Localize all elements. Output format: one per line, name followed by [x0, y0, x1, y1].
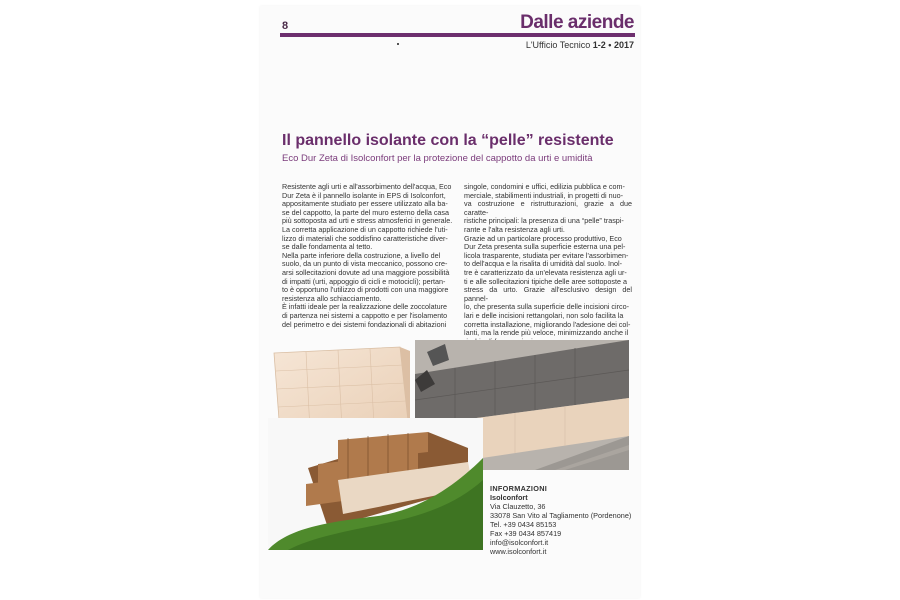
text-line: È infatti ideale per la realizzazione delle zoccolature [282, 302, 448, 312]
text-line: se dalle fondamenta al tetto. [282, 242, 373, 252]
article-title: Il pannello isolante con la “pelle” resistente [282, 132, 614, 149]
text-line: rante e l'alta resistenza agli urti. [464, 224, 565, 234]
issue-separator: • [608, 40, 612, 50]
text-line: corretta installazione, migliorando l'adesione dei col- [464, 319, 631, 329]
info-heading: INFORMAZIONI [490, 484, 548, 493]
text-line: suolo, da un punto di vista meccanico, possono cre- [282, 259, 448, 269]
article-subtitle: Eco Dur Zeta di Isolconfort per la protezione del cappotto da urti e umidità [282, 153, 593, 164]
text-line: merciale, stabilimenti industriali, in progetti di nuo- [464, 190, 623, 200]
info-email[interactable]: info@isolconfort.it [490, 538, 549, 547]
text-line: lo, che presenta sulla superficie delle incisioni circo- [464, 302, 629, 312]
info-web[interactable]: www.isolconfort.it [490, 547, 547, 556]
text-line: ristiche principali: la presenza di una “pelle” traspi- [464, 216, 624, 226]
text-line: di partenza nei sistemi a cappotto e per l'isolamento [282, 310, 448, 320]
text-line: singole, condomini e uffici, edilizia pubblica e com- [464, 182, 625, 191]
text-line: appositamente studiato per essere utilizzato alla ba- [282, 199, 448, 209]
text-line: di impatti (urti, appoggio di cicli e motocicli); pertan- [282, 276, 446, 286]
text-line: lizzo di materiali che soddisfino caratteristiche diver- [282, 233, 448, 243]
info-company: Isolconfort [490, 493, 528, 502]
section-title: Dalle aziende [520, 12, 634, 33]
page-number: 8 [282, 20, 289, 32]
info-fax: Fax +39 0434 857419 [490, 529, 562, 538]
text-line: più sottoposta ad urti e stress atmosferici in generale. [282, 216, 453, 226]
text-line: stress da urto. Grazie all'esclusivo design del pannel- [464, 285, 632, 303]
info-address: Via Clauzetto, 36 [490, 502, 546, 511]
text-line: arsi sollecitazioni dovute ad una maggiore possibilità [282, 267, 450, 277]
text-line: Nella parte inferiore della costruzione, a livello del [282, 250, 441, 260]
text-line: se del cappotto, la parte del muro esterno della casa [282, 207, 450, 217]
text-line: licola trasparente, studiata per evitare l'assorbimen- [464, 250, 629, 260]
speck [397, 43, 399, 45]
text-line: Grazie ad un particolare processo produttivo, Eco [464, 233, 622, 243]
info-city: 33078 San Vito al Tagliamento (Pordenone) [490, 511, 632, 520]
text-line: La corretta applicazione di un cappotto richiede l'uti- [282, 224, 448, 234]
text-line: Dur Zeta presenta sulla superficie esterna una pel- [464, 242, 626, 252]
text-line: to dell'acqua e la risalita di umidità dal suolo. Inol- [464, 259, 622, 269]
text-line: del perimetro e dei sistemi fondazionali di abitazioni [282, 319, 447, 329]
issue-prefix: L'Ufficio Tecnico [525, 40, 591, 50]
text-line: resistenza allo schiacciamento. [282, 293, 382, 303]
info-tel: Tel. +39 0434 85153 [490, 520, 557, 529]
issue-number: 1-2 [592, 40, 606, 50]
text-line: tre è caratterizzato da un'elevata resistenza agli ur- [464, 267, 627, 277]
header-rule [280, 33, 635, 37]
text-line: lari e delle incisioni rettangolari, non solo facilita la [464, 310, 624, 320]
text-line: va costruzione e ristrutturazioni, grazie a due caratte- [464, 199, 632, 217]
issue-year: 2017 [613, 40, 634, 50]
text-line: Resistente agli urti e all'assorbimento dell'acqua, Eco [282, 182, 452, 191]
text-line: ti e alle sollecitazioni tipiche delle aree sottoposte a [464, 276, 628, 286]
text-column-right [464, 183, 632, 346]
issue-line [0, 40, 634, 50]
text-line: Dur Zeta è il pannello isolante in EPS di Isolconfort, [282, 190, 446, 200]
text-line: lanti, ma la rende più veloce, minimizzando anche il [464, 328, 629, 338]
contact-info [490, 484, 631, 556]
text-line: to è opportuno l'utilizzo di prodotti con una maggiore [282, 285, 449, 295]
wall-grass-photo [268, 418, 483, 550]
text-column-left [282, 183, 458, 329]
